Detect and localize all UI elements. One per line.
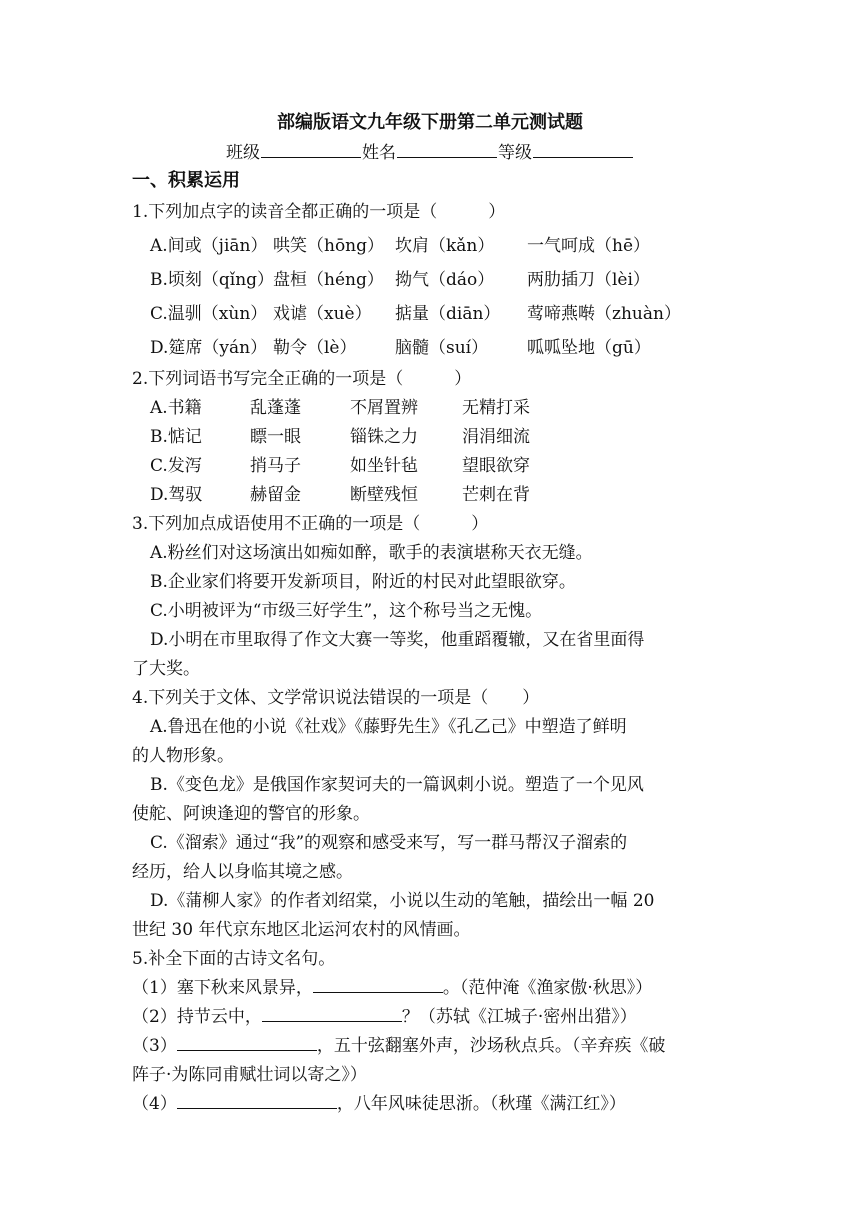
q1-c-4: 莺啼燕啭（zhuàn） — [527, 304, 681, 324]
q1-c-2: 戏谑（xuè） — [273, 304, 372, 324]
q4-option-a-line1: A.鲁迅在他的小说《社戏》《藤野先生》《孔乙己》中塑造了鲜明 — [150, 717, 627, 737]
q5-2-blank[interactable] — [262, 1005, 402, 1022]
q2-option-b — [150, 422, 530, 447]
q4-option-d-line2: 世纪 30 年代京东地区北运河农村的风情画。 — [132, 920, 471, 940]
q4-option-c-line1: C.《溜索》通过“我”的观察和感受来写，写一群马帮汉子溜索的 — [150, 833, 628, 853]
q1-a-4: 一气呵成（hē） — [527, 236, 651, 256]
q1-b-1: B.顷刻（qǐng） — [150, 270, 275, 290]
q3-option-c: C.小明被评为“市级三好学生”，这个称号当之无愧。 — [150, 601, 543, 621]
q4-option-a-line2: 的人物形象。 — [132, 746, 234, 766]
q2-d-2: 赫留金 — [250, 485, 301, 505]
grade-blank[interactable] — [533, 141, 633, 158]
q5-item-4 — [132, 1089, 626, 1114]
q4-option-b-line1: B.《变色龙》是俄国作家契诃夫的一篇讽刺小说。塑造了一个见风 — [150, 775, 644, 795]
q1-a-3: 坎肩（kǎn） — [395, 236, 495, 256]
q2-a-1: A.书籍 — [150, 398, 202, 418]
q1-c-1: C.温驯（xùn） — [150, 304, 268, 324]
q2-option-d — [150, 480, 530, 505]
q2-b-2: 瞟一眼 — [250, 427, 301, 447]
q4-option-d-line1: D.《蒲柳人家》的作者刘绍棠，小说以生动的笔触，描绘出一幅 20 — [150, 891, 655, 911]
q2-a-2: 乱蓬蓬 — [250, 398, 301, 418]
q2-stem: 2.下列词语书写完全正确的一项是（ ） — [132, 369, 472, 389]
q2-c-1: C.发泻 — [150, 456, 202, 476]
q1-a-1: A.间或（jiān） — [150, 236, 268, 256]
q2-a-3: 不屑置辨 — [350, 398, 418, 418]
q2-b-3: 锱铢之力 — [350, 427, 418, 447]
q1-b-4: 两肋插刀（lèi） — [527, 270, 650, 290]
q5-stem: 5.补全下面的古诗文名句。 — [132, 949, 336, 969]
q1-d-4: 呱呱坠地（gū） — [527, 338, 651, 358]
class-label: 班级 — [226, 143, 260, 163]
q2-c-2: 捎马子 — [250, 456, 301, 476]
q5-1-suffix: 。（范仲淹《渔家傲·秋思》） — [442, 978, 653, 998]
q1-stem: 1.下列加点字的读音全都正确的一项是（ ） — [132, 202, 506, 222]
q5-4-suffix: ，八年风味徒思浙。（秋瑾《满江红》） — [336, 1094, 626, 1114]
q1-d-2: 勒令（lè） — [273, 338, 357, 358]
q2-a-4: 无精打采 — [462, 398, 530, 418]
q3-option-d-line2: 了大奖。 — [132, 659, 200, 679]
q5-item-3-line2: 阵子·为陈同甫赋壮词以寄之》） — [132, 1065, 367, 1085]
q2-d-1: D.驾驭 — [150, 485, 203, 505]
q1-option-b — [150, 265, 650, 290]
q5-3-prefix: （3） — [132, 1036, 177, 1056]
q1-b-2: 盘桓（héng） — [273, 270, 384, 290]
q5-item-1 — [132, 973, 652, 998]
q2-option-c — [150, 451, 530, 476]
q1-d-1: D.筵席（yán） — [150, 338, 268, 358]
q2-b-1: B.惦记 — [150, 427, 202, 447]
q5-1-blank[interactable] — [313, 976, 443, 993]
q4-option-c-line2: 经历，给人以身临其境之感。 — [132, 862, 353, 882]
q5-item-3-line1 — [132, 1031, 665, 1056]
q2-c-3: 如坐针毡 — [350, 456, 418, 476]
q2-option-a — [150, 393, 530, 418]
q1-option-d — [150, 333, 651, 358]
q5-2-prefix: （2）持节云中， — [132, 1007, 262, 1027]
q5-item-2 — [132, 1002, 637, 1027]
q1-b-3: 拗气（dáo） — [395, 270, 495, 290]
class-blank[interactable] — [261, 141, 361, 158]
q2-d-3: 断壁残恒 — [350, 485, 418, 505]
q1-a-2: 哄笑（hōng） — [273, 236, 385, 256]
q4-stem: 4.下列关于文体、文学常识说法错误的一项是（ ） — [132, 688, 540, 708]
q1-c-3: 掂量（diān） — [395, 304, 501, 324]
q5-1-prefix: （1）塞下秋来风景异， — [132, 978, 313, 998]
q5-3-blank[interactable] — [177, 1034, 317, 1051]
q5-4-prefix: （4） — [132, 1094, 177, 1114]
q3-option-d-line1: D.小明在市里取得了作文大赛一等奖，他重蹈覆辙，又在省里面得 — [150, 630, 645, 650]
section-heading: 一、积累运用 — [132, 170, 240, 191]
q5-3-suffix: ，五十弦翻塞外声，沙场秋点兵。（辛弃疾《破 — [316, 1036, 666, 1056]
q3-stem: 3.下列加点成语使用不正确的一项是（ ） — [132, 514, 489, 534]
q3-option-b: B.企业家们将要开发新项目，附近的村民对此望眼欲穿。 — [150, 572, 576, 592]
student-info-row — [0, 138, 860, 163]
q3-option-a: A.粉丝们对这场演出如痴如醉，歌手的表演堪称天衣无缝。 — [150, 543, 593, 563]
page-title: 部编版语文九年级下册第二单元测试题 — [277, 112, 583, 133]
name-label: 姓名 — [362, 143, 396, 163]
grade-label: 等级 — [498, 143, 532, 163]
q2-b-4: 涓涓细流 — [462, 427, 530, 447]
name-blank[interactable] — [397, 141, 497, 158]
q1-option-c — [150, 299, 681, 324]
q1-option-a — [150, 231, 650, 256]
q1-d-3: 脑髓（suí） — [395, 338, 489, 358]
q5-2-suffix: ？（苏轼《江城子·密州出猎》） — [401, 1007, 637, 1027]
q2-d-4: 芒刺在背 — [462, 485, 530, 505]
q4-option-b-line2: 使舵、阿谀逢迎的警官的形象。 — [132, 804, 370, 824]
q2-c-4: 望眼欲穿 — [462, 456, 530, 476]
q5-4-blank[interactable] — [177, 1092, 337, 1109]
